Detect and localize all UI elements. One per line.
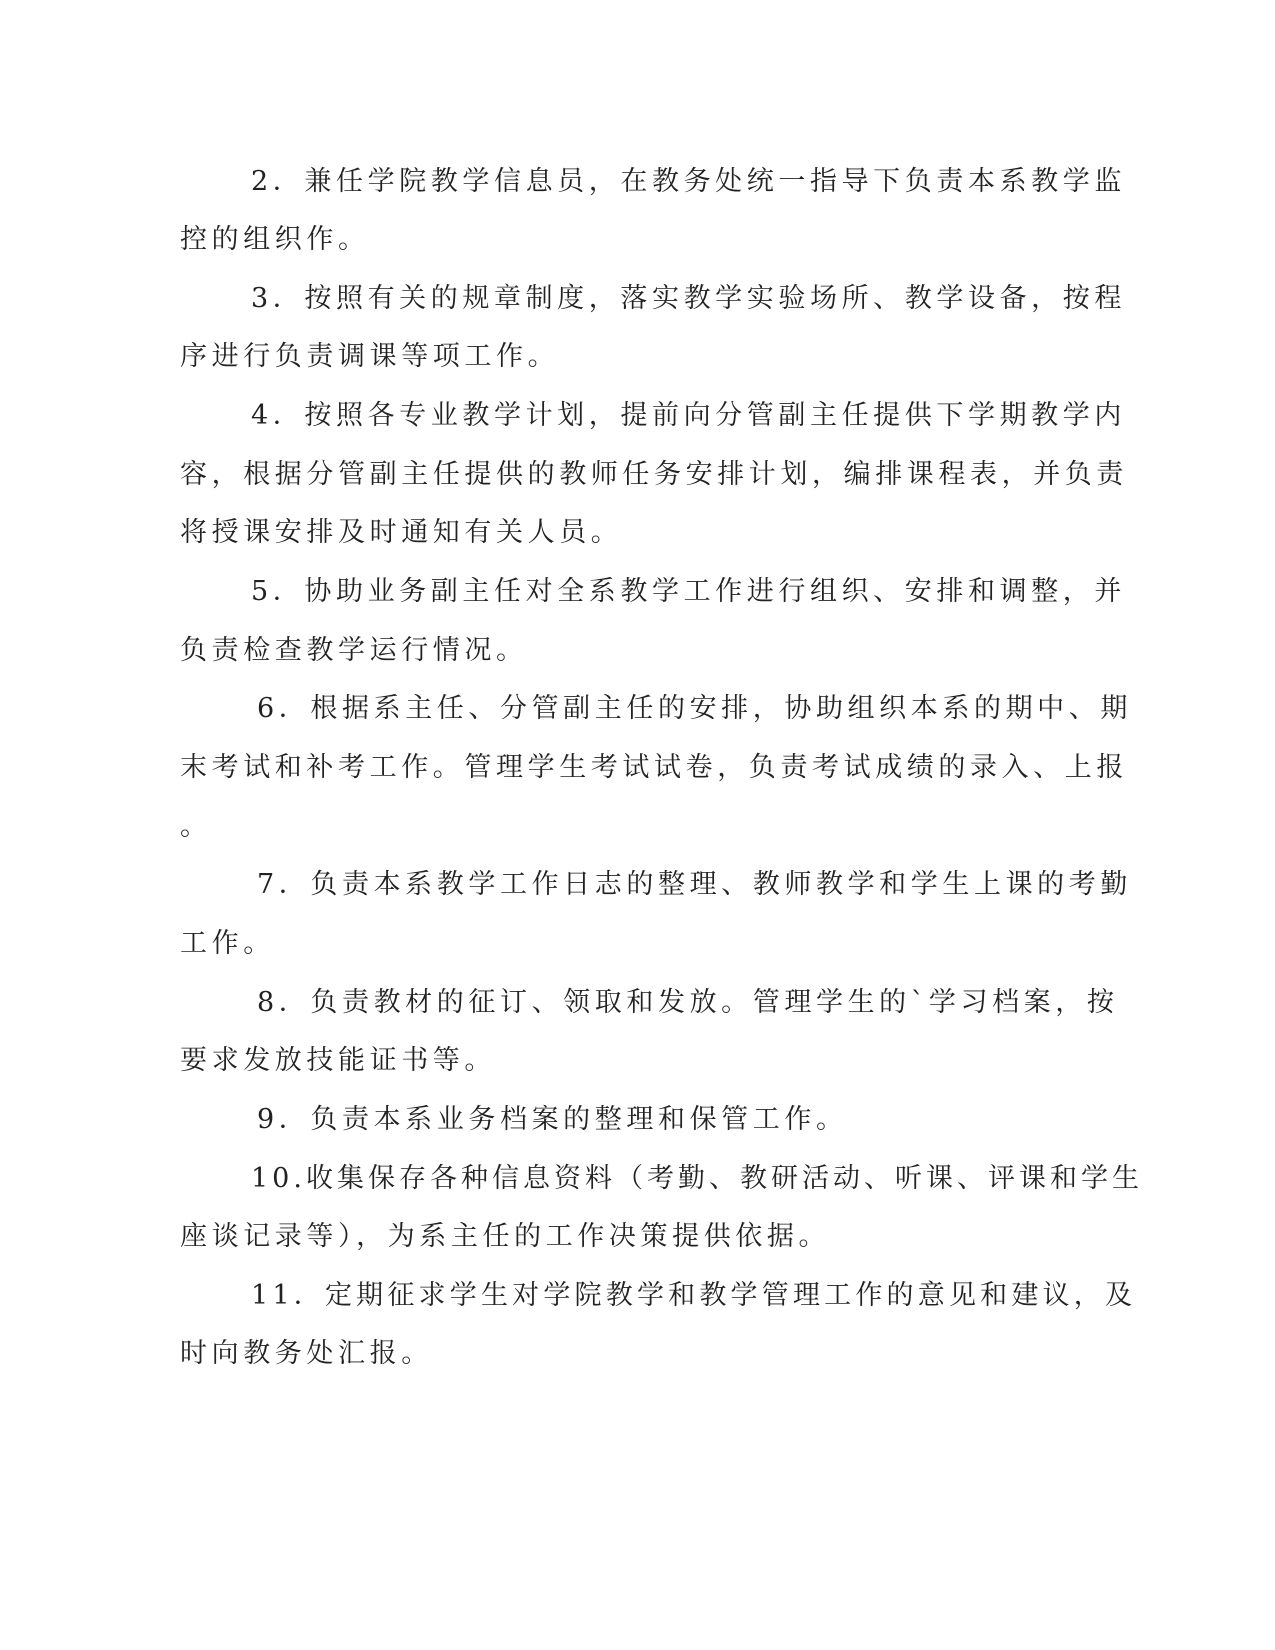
item-11-line-1: 11．定期征求学生对学院教学和教学管理工作的意见和建议，及 <box>251 1280 1137 1311</box>
item-4-line-2: 容，根据分管副主任提供的教师任务安排计划，编排课程表，并负责 <box>180 459 1128 490</box>
item-6-line-1: 6．根据系主任、分管副主任的安排，协助组织本系的期中、期 <box>257 693 1132 724</box>
item-10-line-1: 10.收集保存各种信息资料（考勤、教研活动、听课、评课和学生 <box>251 1163 1143 1194</box>
item-5-line-2: 负责检查教学运行情况。 <box>180 635 528 666</box>
item-7-line-2: 工作。 <box>180 928 275 959</box>
item-9-line-1: 9．负责本系业务档案的整理和保管工作。 <box>257 1104 848 1135</box>
item-3-line-2: 序进行负责调课等项工作。 <box>180 341 560 372</box>
item-4-line-1: 4．按照各专业教学计划，提前向分管副主任提供下学期教学内 <box>251 400 1126 431</box>
item-6-line-3: 。 <box>180 811 212 842</box>
item-3-line-1: 3．按照有关的规章制度，落实教学实验场所、教学设备，按程 <box>251 283 1126 314</box>
item-2-line-2: 控的组织作。 <box>180 224 370 255</box>
item-10-line-2: 座谈记录等），为系主任的工作决策提供依据。 <box>180 1221 831 1252</box>
item-5-line-1: 5．协助业务副主任对全系教学工作进行组织、安排和调整，并 <box>251 576 1126 607</box>
item-8-line-2: 要求发放技能证书等。 <box>180 1045 496 1076</box>
item-11-line-2: 时向教务处汇报。 <box>180 1338 433 1369</box>
item-7-line-1: 7．负责本系教学工作日志的整理、教师教学和学生上课的考勤 <box>257 869 1132 900</box>
item-6-line-2: 末考试和补考工作。管理学生考试试卷，负责考试成绩的录入、上报 <box>180 752 1128 783</box>
item-2-line-1: 2．兼任学院教学信息员，在教务处统一指导下负责本系教学监 <box>251 166 1126 197</box>
item-8-line-1: 8．负责教材的征订、领取和发放。管理学生的`学习档案，按 <box>257 987 1119 1018</box>
item-4-line-3: 将授课安排及时通知有关人员。 <box>180 517 623 548</box>
